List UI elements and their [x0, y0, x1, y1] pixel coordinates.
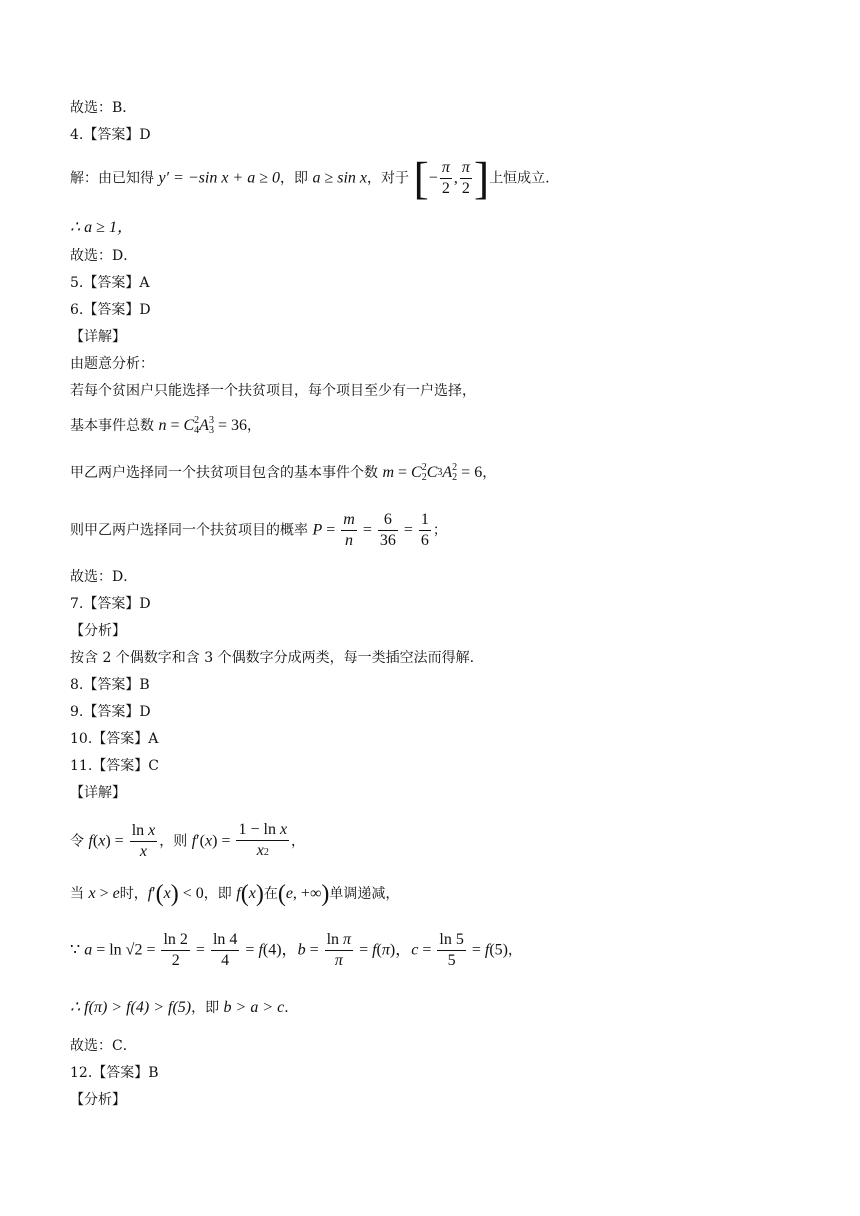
- answer-5: 5.【答案】A: [70, 275, 150, 291]
- text-line: 故选：C．: [70, 1038, 137, 1054]
- section-heading: 【分析】: [70, 623, 126, 639]
- text-line: 故选：D．: [70, 569, 138, 585]
- answer-11: 11.【答案】C: [70, 758, 159, 774]
- fraction-pi-2: $\frac{\pi}{2}$: [461, 159, 470, 197]
- interval-bracket: [: [413, 152, 429, 204]
- section-heading: 【分析】: [70, 1092, 126, 1108]
- same-project-events-line: 甲乙两户选择同一个扶贫项目包含的基本事件个数 m = C 2 2 C 3 A 2 2 = 6，: [70, 462, 497, 483]
- solution-4-line: 解：由已知得 y′ = −sin x + a ≥ 0，即 a ≥ sin x，对于 [− $\frac{\pi}{2}$ , $\frac{\pi}{2}$ ]上恒成立.: [70, 152, 550, 204]
- fraction-pi-2: $\frac{\pi}{2}$: [441, 159, 450, 197]
- probability-line: 则甲乙两户选择同一个扶贫项目的概率 P = $\frac{m}{n}$ = $\frac{6}{36}$ = $\frac{1}{6}$ ；: [70, 511, 447, 549]
- answer-12: 12.【答案】B: [70, 1065, 159, 1081]
- answer-9: 9.【答案】D: [70, 704, 151, 720]
- conclusion-line: ∴ f(π) > f(4) > f(5)，即 b > a > c．: [70, 999, 299, 1016]
- section-heading: 【详解】: [70, 329, 126, 345]
- therefore-line: ∴ a ≥ 1，: [70, 219, 133, 236]
- section-heading: 【详解】: [70, 785, 126, 801]
- answer-6: 6.【答案】D: [70, 302, 151, 318]
- answer-7: 7.【答案】D: [70, 596, 151, 612]
- text-line: 按含 2 个偶数字和含 3 个偶数字分成两类，每一类插空法而得解.: [70, 650, 475, 666]
- total-events-line: 基本事件总数 n = C 2 4 A 3 3 = 36，: [70, 415, 261, 436]
- text-line: 故选：B．: [70, 100, 137, 116]
- answer-8: 8.【答案】B: [70, 677, 150, 693]
- text-line: 故选：D．: [70, 248, 138, 264]
- text-line: 若每个贫困户只能选择一个扶贫项目，每个项目至少有一户选择，: [70, 383, 476, 399]
- answer-4: 4.【答案】D: [70, 127, 151, 143]
- monotonic-line: 当 x > e时，f′(x) < 0，即 f(x)在(e, +∞)单调递减，: [70, 881, 400, 907]
- comparison-line: ∵ a = ln √2 = $\frac{\ln 2}{2}$ = $\frac{\ln 4}{4}$ = f(4)，b = $\frac{\text{ln π}}{\pi}$ = f(π)，c = $\frac{\ln 5}{5}$ = f(5)，: [70, 931, 522, 969]
- answer-10: 10.【答案】A: [70, 731, 159, 747]
- text-line: 由题意分析：: [70, 356, 154, 372]
- function-definition-line: 令 f(x) = $\frac{\text{ln x}}{x}$ ，则 f′(x) = $\frac{\text{1 − ln x}}{x2}$ ，: [70, 821, 306, 860]
